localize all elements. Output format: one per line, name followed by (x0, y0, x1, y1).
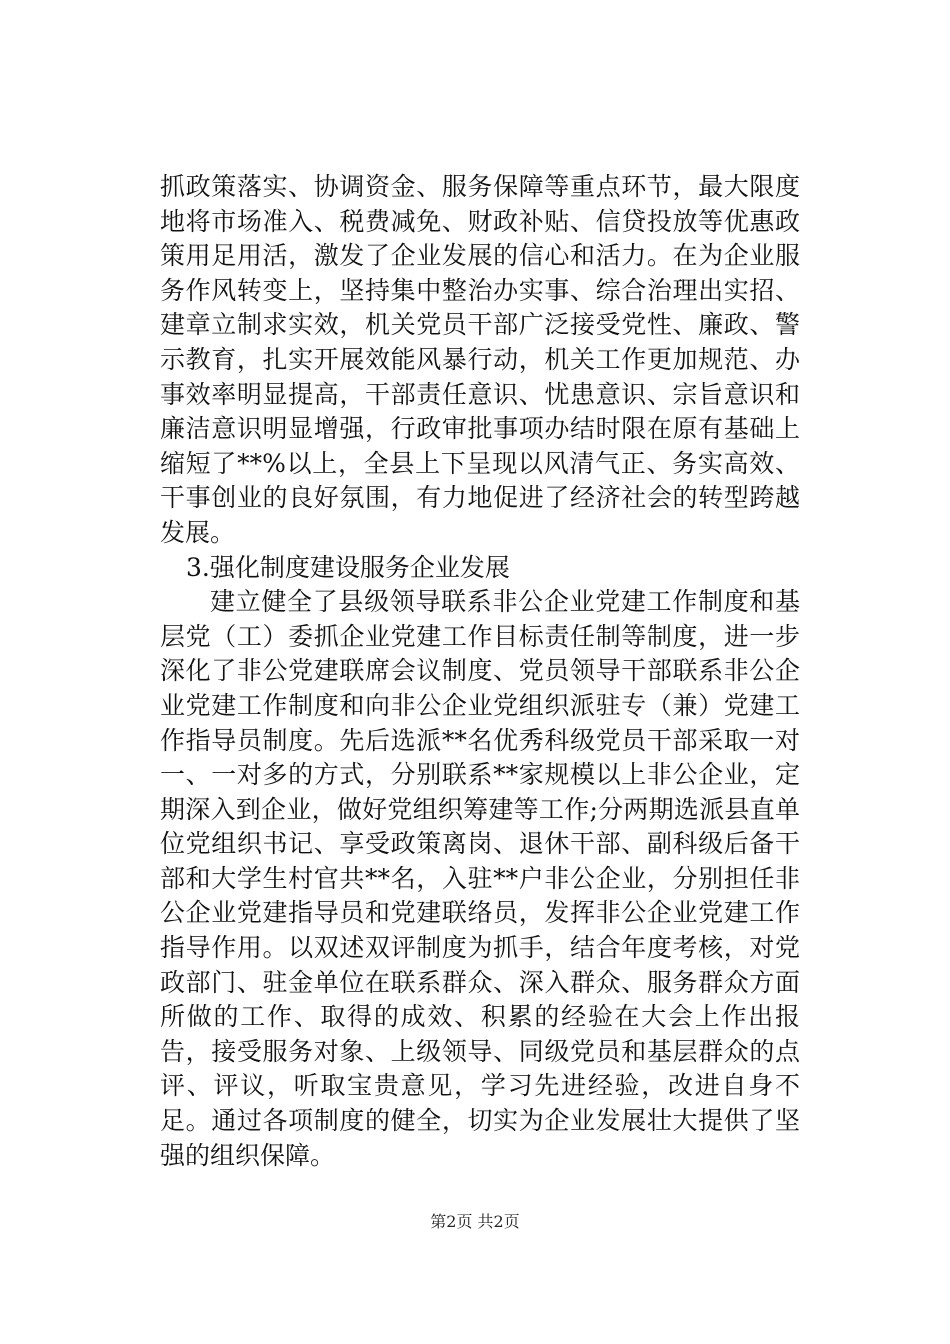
section-heading: 3.强化制度建设服务企业发展 (186, 552, 510, 582)
body-paragraph-1: 抓政策落实、协调资金、服务保障等重点环节，最大限度地将市场准入、税费减免、财政补贴、信贷投放等优惠政策用足用活，激发了企业发展的信心和活力。在为企业服务作风转变上，坚持集中整治办实事、综合治理出实招、建章立制求实效，机关党员干部广泛接受党性、廉政、警示教育，扎实开展效能风暴行动，机关工作更加规范、办事效率明显提高，干部责任意识、忧患意识、宗旨意识和廉洁意识明显增强，行政审批事项办结时限在原有基础上缩短了**%以上，全县上下呈现以风清气正、务实高效、干事创业的良好氛围，有力地促进了经济社会的转型跨越发展。 (160, 172, 800, 547)
document-body (160, 170, 800, 1173)
body-paragraph-2: 建立健全了县级领导联系非公企业党建工作制度和基层党（工）委抓企业党建工作目标责任制等制度，进一步深化了非公党建联席会议制度、党员领导干部联系非公企业党建工作制度和向非公企业党组织派驻专（兼）党建工作指导员制度。先后选派**名优秀科级党员干部采取一对一、一对多的方式，分别联系**家规模以上非公企业，定期深入到企业，做好党组织筹建等工作;分两期选派县直单位党组织书记、享受政策离岗、退休干部、副科级后备干部和大学生村官共**名，入驻**户非公企业，分别担任非公企业党建指导员和党建联络员，发挥非公企业党建工作指导作用。以双述双评制度为抓手，结合年度考核，对党政部门、驻金单位在联系群众、深入群众、服务群众方面所做的工作、取得的成效、积累的经验在大会上作出报告，接受服务对象、上级领导、同级党员和基层群众的点评、评议，听取宝贵意见，学习先进经验，改进自身不足。通过各项制度的健全，切实为企业发展壮大提供了坚强的组织保障。 (160, 587, 800, 1170)
page-footer: 第2页 共2页 (430, 1212, 520, 1231)
